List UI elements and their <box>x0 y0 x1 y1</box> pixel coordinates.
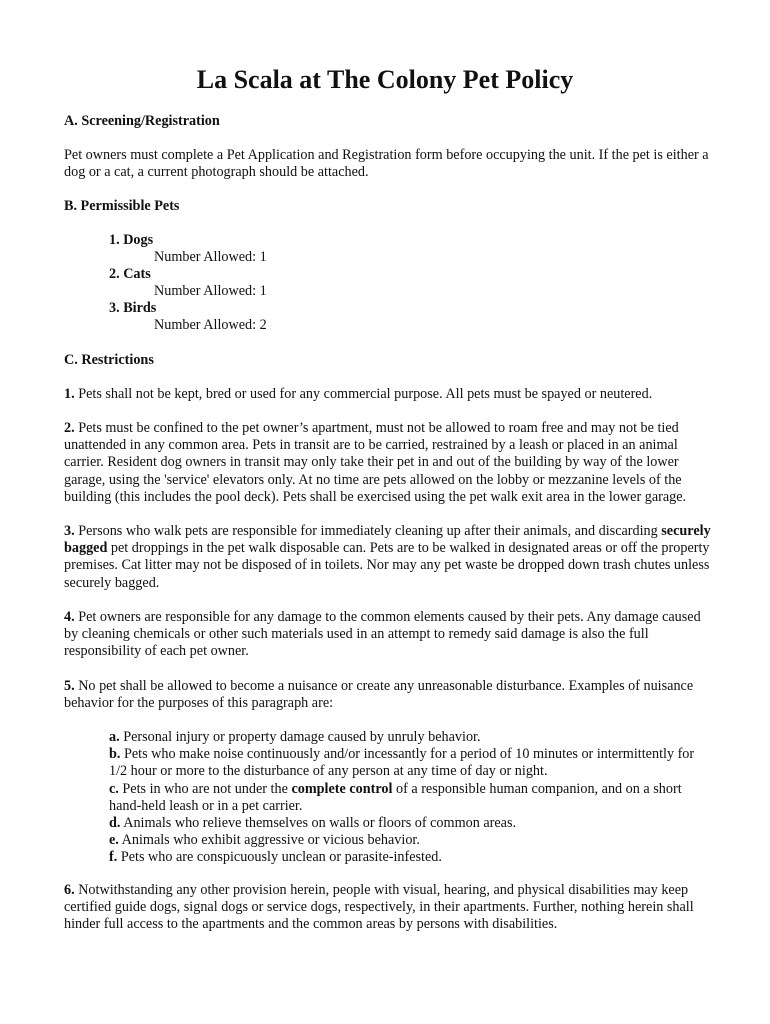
restriction-4-text: Pet owners are responsible for any damage to the common elements caused by their pets. Any damage caused by cleaning chemicals or other such materials used in an attempt to remedy said damage is also the full responsibility of each pet owner. <box>64 609 701 660</box>
nuisance-item-a <box>109 729 709 746</box>
nuisance-list <box>109 729 709 867</box>
pet-birds-label: 3. Birds <box>109 300 157 316</box>
pet-cats-label: 2. Cats <box>109 266 151 282</box>
nuisance-item-d-letter: d. <box>109 815 121 832</box>
restriction-4 <box>64 609 714 661</box>
restriction-1-number: 1. <box>64 386 75 402</box>
nuisance-item-a-letter: a. <box>109 729 120 745</box>
nuisance-item-e-letter: e. <box>109 832 119 849</box>
restriction-3-text-a: Persons who walk pets are responsible for immediately cleaning up after their animals, and discarding <box>74 523 662 539</box>
restriction-1-text: Pets shall not be kept, bred or used for any commercial purpose. All pets must be spayed or neutered. <box>74 386 653 402</box>
nuisance-item-a-text: Personal injury or property damage caused by unruly behavior. <box>119 729 481 745</box>
restriction-3-number: 3. <box>64 523 75 539</box>
document-title: La Scala at The Colony Pet Policy <box>196 65 574 94</box>
section-a-heading: A. Screening/Registration <box>64 113 220 129</box>
nuisance-item-f-letter: f. <box>109 849 118 866</box>
nuisance-item-c-text-a: Pets in who are not under the <box>118 780 292 797</box>
restriction-3-text-b: pet droppings in the pet walk disposable can. Pets are to be walked in designated areas or off the property premises. Cat litter may not be disposed of in toilets. Nor may any pet waste be dropped down trash chutes unless securely bagged. <box>64 540 710 591</box>
restriction-4-number: 4. <box>64 609 75 625</box>
restriction-5-text: No pet shall be allowed to become a nuisance or create any unreasonable disturbance. Examples of nuisance behavior for the purposes of this paragraph are: <box>64 678 694 712</box>
pet-dogs-label: 1. Dogs <box>109 232 154 248</box>
section-a-text: Pet owners must complete a Pet Application and Registration form before occupying the unit. If the pet is either a dog or a cat, a current photograph should be attached. <box>64 147 709 181</box>
nuisance-item-c <box>109 781 709 815</box>
restriction-6 <box>64 882 714 934</box>
restriction-6-text: Notwithstanding any other provision herein, people with visual, hearing, and physical disabilities may keep certified guide dogs, signal dogs or service dogs, respectively, in their apartments. Further, nothing herein shall hinder full access to the apartments and the common areas by persons with disabilities. <box>64 882 694 933</box>
nuisance-item-b-letter: b. <box>109 746 121 763</box>
nuisance-item-e <box>109 832 709 849</box>
nuisance-item-f-text: Pets who are conspicuously unclean or parasite-infested. <box>117 849 442 866</box>
restriction-5-number: 5. <box>64 678 75 694</box>
restriction-6-number: 6. <box>64 882 75 898</box>
pet-cats-allowed: Number Allowed: 1 <box>154 283 267 299</box>
pet-birds-allowed: Number Allowed: 2 <box>154 317 267 333</box>
nuisance-item-c-letter: c. <box>109 780 119 797</box>
nuisance-item-e-text: Animals who exhibit aggressive or vicious behavior. <box>118 832 420 849</box>
pet-dogs-allowed: Number Allowed: 1 <box>154 249 267 265</box>
restriction-2 <box>64 420 714 506</box>
restriction-2-text: Pets must be confined to the pet owner’s apartment, must not be allowed to roam free and may not be tied unattended in any common area. Pets in transit are to be carried, restrained by a leash or placed in an animal carrier. Resident dog owners in transit may only take their pet in and out of the building by way of the lower garage, using the 'service' elevators only. At no time are pets allowed on the lobby or mezzanine levels of the building (this includes the pool deck). Pets shall be exercised using the pet walk exit area in the lower garage. <box>64 420 687 505</box>
restriction-3 <box>64 523 714 592</box>
nuisance-item-c-text-b: of a responsible human companion, and on a short hand-held leash or in a pet carrier. <box>109 780 682 814</box>
restriction-1 <box>64 386 714 403</box>
nuisance-item-b <box>109 746 709 780</box>
nuisance-item-d <box>109 815 709 832</box>
nuisance-item-c-bold: complete control <box>291 780 393 797</box>
nuisance-item-f <box>109 849 709 866</box>
restriction-3-bold: securely bagged <box>64 523 711 557</box>
section-c-heading: C. Restrictions <box>64 352 154 368</box>
section-b-heading: B. Permissible Pets <box>64 198 180 214</box>
nuisance-item-b-text: Pets who make noise continuously and/or incessantly for a period of 10 minutes or intermittently for 1/2 hour or more to the disturbance of any person at any time of day or night. <box>109 746 695 780</box>
restriction-5 <box>64 678 714 712</box>
nuisance-item-d-text: Animals who relieve themselves on walls or floors of common areas. <box>120 815 517 832</box>
restriction-2-number: 2. <box>64 420 75 436</box>
